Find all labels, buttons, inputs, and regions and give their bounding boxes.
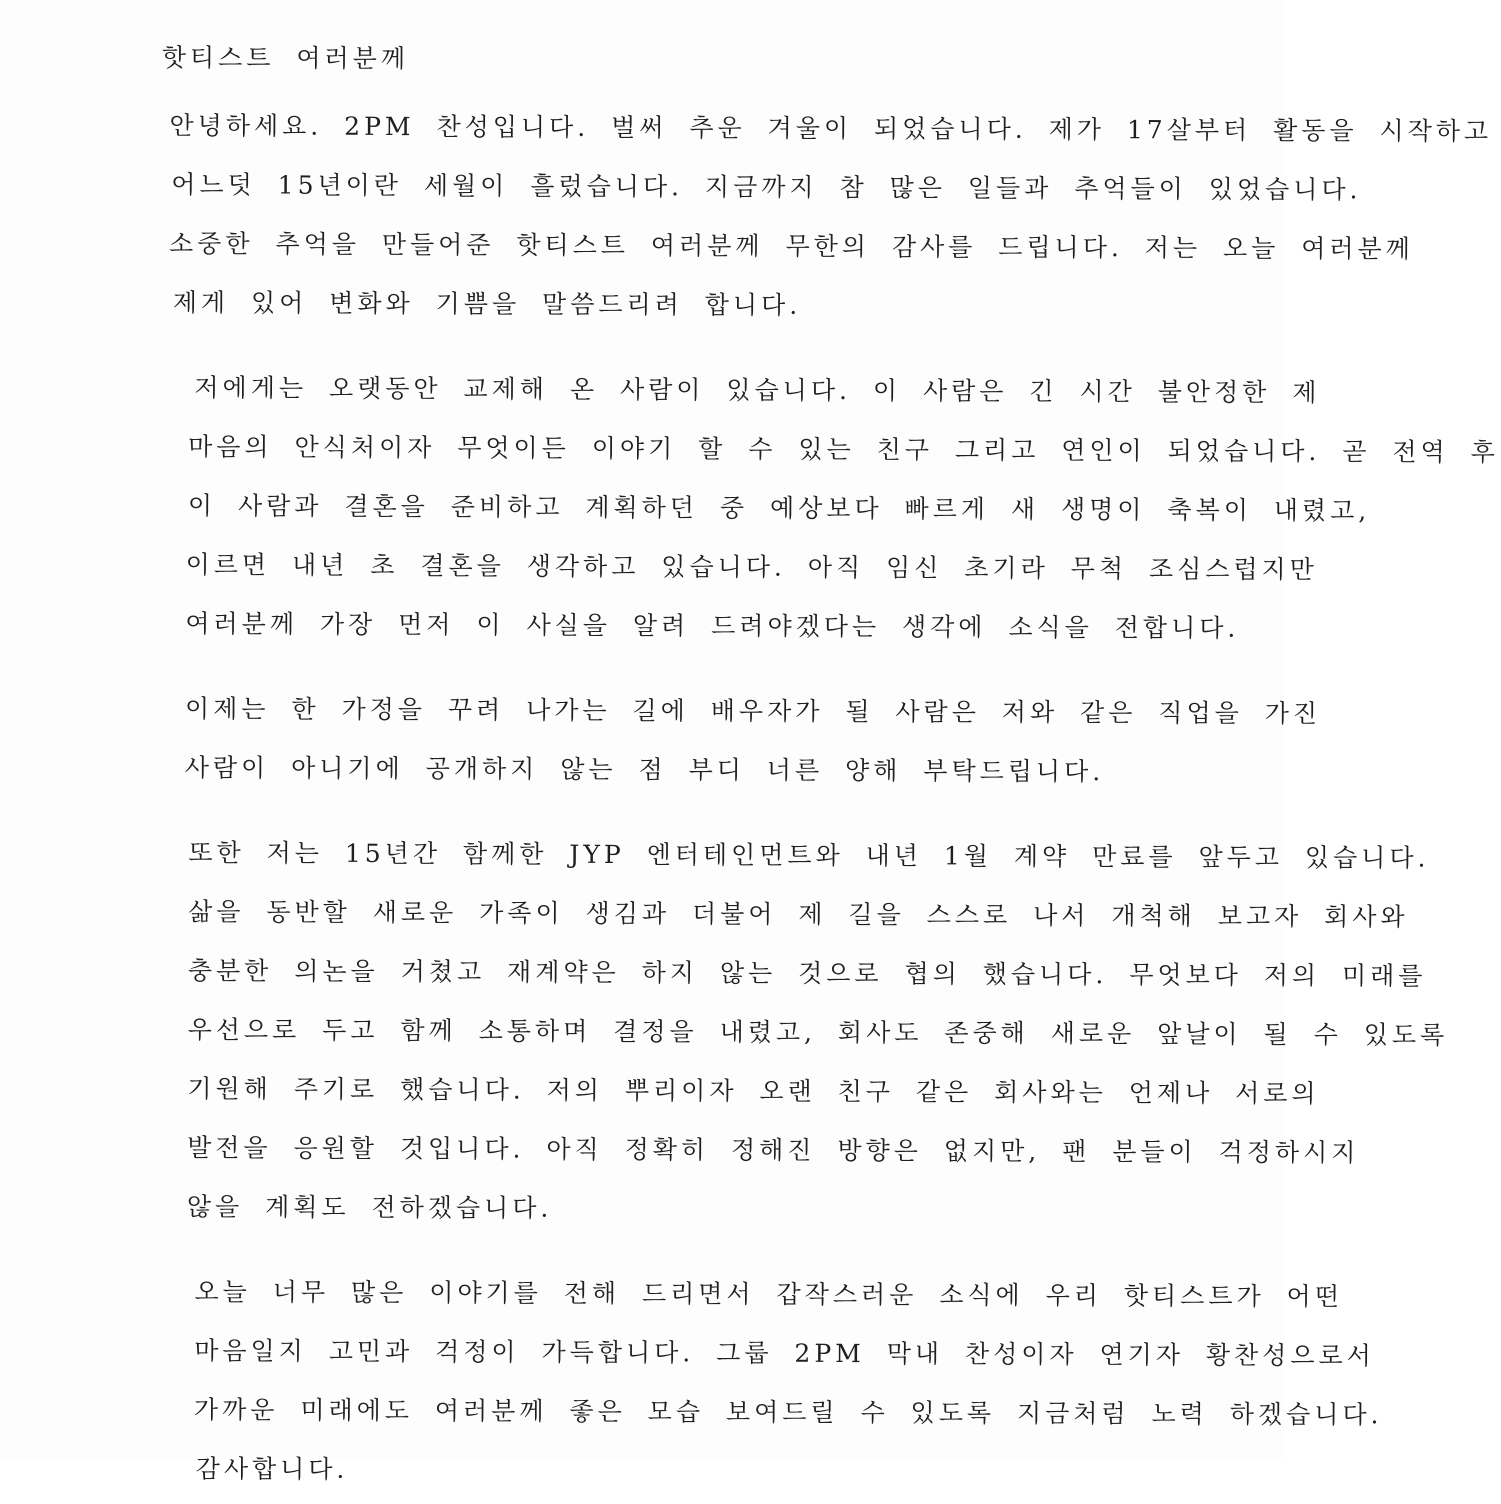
letter-paragraph — [159, 96, 1493, 336]
letter-paragraph — [154, 1262, 1383, 1502]
letter-line: 가까운 미래에도 여러분께 좋은 모습 보여드릴 수 있도록 지금처럼 노력 하겠습니다. — [193, 1395, 1383, 1430]
letter-line: 여러분께 가장 먼저 이 사실을 알려 드려야겠다는 생각에 소식을 전합니다. — [185, 609, 1240, 643]
letter-line: 감사합니다. — [195, 1454, 349, 1484]
letter-line: 어느덧 15년이란 세월이 흘렀습니다. 지금까지 참 많은 일들과 추억들이 있었습니다. — [171, 170, 1362, 205]
letter-line: 제게 있어 변화와 기쁨을 말씀드리려 합니다. — [172, 288, 802, 320]
letter-line: 소중한 추억을 만들어준 핫티스트 여러분께 무한의 감사를 드립니다. 저는 오늘 여러분께 — [168, 229, 1414, 264]
letter-line: 않을 계획도 전하겠습니다. — [186, 1192, 553, 1223]
letter-line: 이 사람과 결혼을 준비하고 계획하던 중 예상보다 빠르게 새 생명이 축복이 내렸고, — [187, 491, 1371, 526]
letter-line: 또한 저는 15년간 함께한 JYP 엔터테인먼트와 내년 1월 계약 만료를 앞두고 있습니다. — [188, 838, 1430, 873]
letter-salutation: 핫티스트 여러분께 — [161, 43, 410, 74]
letter-paragraph — [157, 679, 1322, 801]
letter-line: 마음의 안식처이자 무엇이든 이야기 할 수 있는 친구 그리고 연인이 되었습니다. 곧 전역 후 — [188, 432, 1499, 467]
letter-paragraph — [157, 358, 1499, 657]
letter-line: 충분한 의논을 거쳤고 재계약은 하지 않는 것으로 협의 했습니다. 무엇보다 저의 미래를 — [187, 956, 1427, 991]
letter-line: 이르면 내년 초 결혼을 생각하고 있습니다. 아직 임신 초기라 무척 조심스럽지만 — [185, 550, 1318, 585]
letter-line: 안녕하세요. 2PM 찬성입니다. 벌써 추운 겨울이 되었습니다. 제가 17살부터 활동을 시작하고 — [169, 111, 1493, 146]
letter-paragraph — [155, 823, 1449, 1240]
letter-line: 사람이 아니기에 공개하지 않는 점 부디 너른 양해 부탁드립니다. — [184, 753, 1105, 787]
letter-line: 기원해 주기로 했습니다. 저의 뿌리이자 오랜 친구 같은 회사와는 언제나 서로의 — [187, 1074, 1320, 1109]
letter-line: 오늘 너무 많은 이야기를 전해 드리면서 갑작스러운 소식에 우리 핫티스트가 어떤 — [194, 1277, 1343, 1312]
letter-line: 이제는 한 가정을 꾸려 나가는 길에 배우자가 될 사람은 저와 같은 직업을 가진 — [184, 694, 1322, 729]
letter-line: 발전을 응원할 것입니다. 아직 정확히 정해진 방향은 없지만, 팬 분들이 걱정하시지 — [187, 1133, 1360, 1168]
handwritten-letter — [154, 28, 1499, 1502]
letter-line: 우선으로 두고 함께 소통하며 결정을 내렸고, 회사도 존중해 새로운 앞날이 될 수 있도록 — [187, 1015, 1449, 1050]
letter-line: 삶을 동반할 새로운 가족이 생김과 더불어 제 길을 스스로 나서 개척해 보고자 회사와 — [188, 897, 1409, 932]
letter-line: 저에게는 오랫동안 교제해 온 사람이 있습니다. 이 사람은 긴 시간 불안정한 제 — [194, 373, 1321, 408]
letter-line: 마음일지 고민과 걱정이 가득합니다. 그룹 2PM 막내 찬성이자 연기자 황찬성으로서 — [194, 1336, 1375, 1371]
